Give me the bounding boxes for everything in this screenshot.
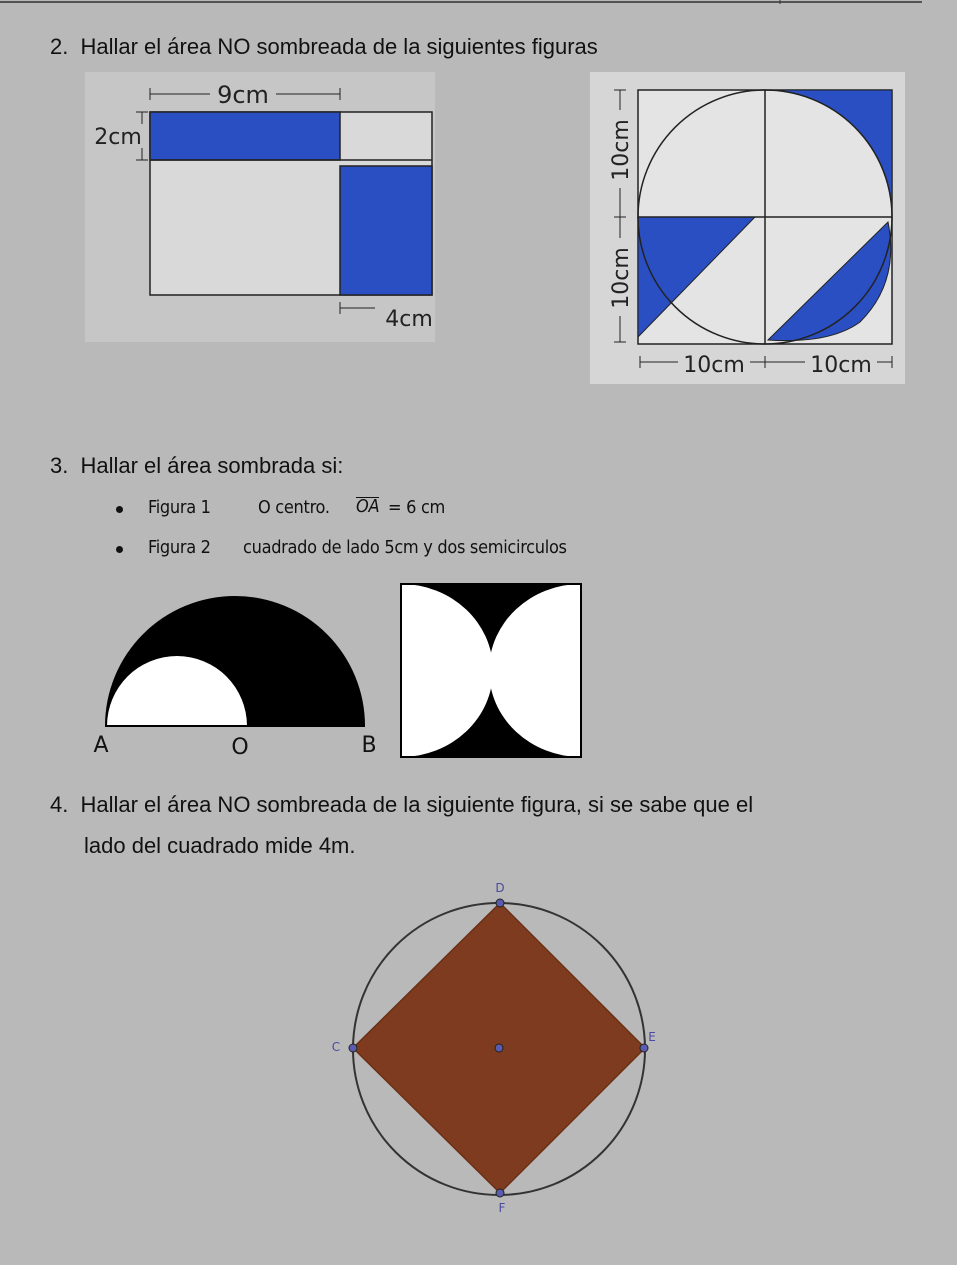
- point-o-label: O: [231, 735, 249, 760]
- label-10cm-bottom-right: 10cm: [810, 353, 872, 378]
- label-2cm: 2cm: [94, 125, 142, 150]
- point-e: [640, 1044, 648, 1052]
- point-f: [496, 1189, 504, 1197]
- point-d: [496, 899, 504, 907]
- question-3-number: 3.: [50, 453, 69, 478]
- point-e-label: E: [648, 1030, 656, 1044]
- point-b-label: B: [361, 733, 377, 758]
- question-4-line-1: [50, 784, 753, 825]
- label-10cm-bottom-left: 10cm: [683, 353, 745, 378]
- side-shaded-strip: [340, 166, 432, 295]
- point-a-label: A: [93, 733, 109, 758]
- question-4: [50, 784, 753, 866]
- point-c-label: C: [331, 1040, 341, 1054]
- question-4-number: 4.: [50, 792, 69, 817]
- condition-label: Figura 2: [148, 537, 211, 558]
- label-9cm: 9cm: [217, 81, 269, 109]
- condition-detail: cuadrado de lado 5cm y dos semicirculos: [243, 537, 567, 558]
- top-rule: [0, 0, 957, 6]
- figure-square-semicircles: [400, 583, 584, 759]
- top-shaded-strip: [150, 112, 340, 160]
- label-4cm: 4cm: [385, 307, 433, 332]
- question-2-text: Hallar el área NO sombreada de la siguientes figuras: [80, 34, 598, 59]
- question-3: [50, 453, 343, 479]
- figure-semicircles: [85, 590, 385, 765]
- bullet-dot: [116, 506, 123, 513]
- point-d-label: D: [495, 881, 505, 895]
- condition-detail: O centro.: [258, 497, 330, 518]
- figure-inscribed-square: [320, 870, 680, 1220]
- label-10cm-lower: 10cm: [609, 247, 634, 309]
- figure-rectangles: [85, 72, 435, 342]
- segment-equals: = 6 cm: [388, 497, 446, 518]
- question-3-text: Hallar el área sombrada si:: [80, 453, 344, 478]
- figure-square-circle: [590, 72, 905, 384]
- point-f-label: F: [498, 1201, 506, 1215]
- question-4-text-2: lado del cuadrado mide 4m.: [84, 833, 356, 858]
- segment-oa: OA: [356, 496, 380, 517]
- bullet-dot: [116, 546, 123, 553]
- condition-label: Figura 1: [148, 497, 211, 518]
- label-10cm-upper: 10cm: [609, 119, 634, 181]
- question-2-number: 2.: [50, 34, 69, 59]
- question-2: [50, 34, 598, 60]
- question-4-text-1: Hallar el área NO sombreada de la siguiente figura, si se sabe que el: [80, 792, 754, 817]
- center-point: [495, 1044, 503, 1052]
- point-c: [349, 1044, 357, 1052]
